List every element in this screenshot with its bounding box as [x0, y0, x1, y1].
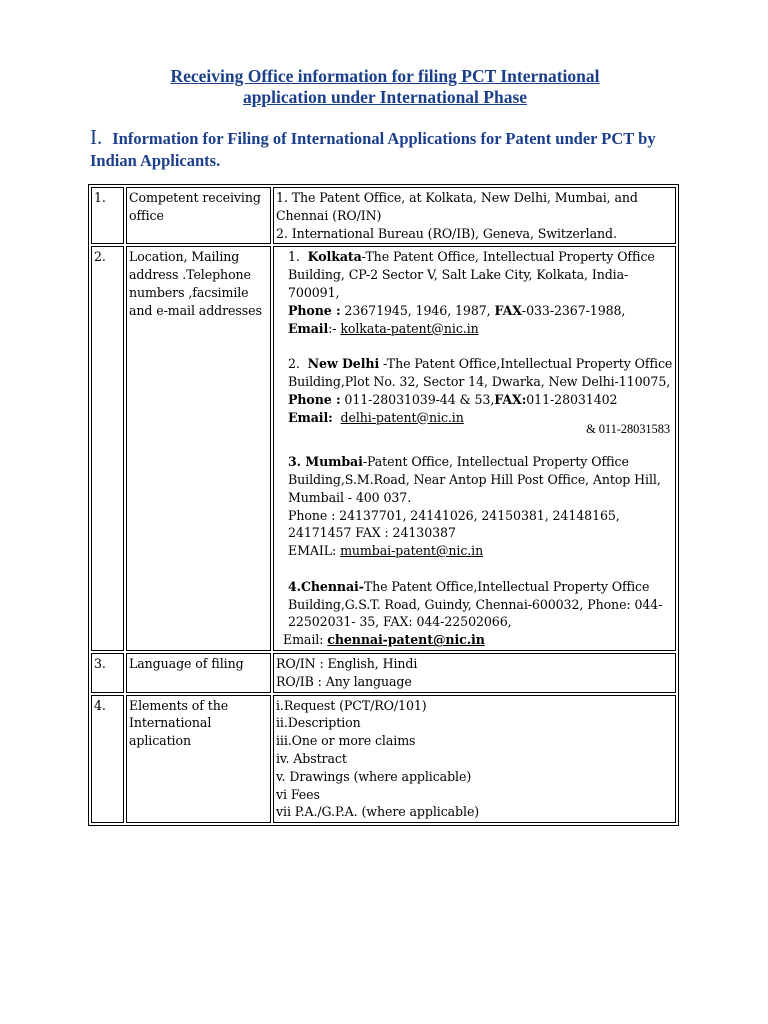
- office-kolkata: [276, 248, 674, 337]
- info-table: [88, 184, 679, 826]
- kolkata-prefix: 1.: [288, 249, 300, 265]
- row-number: 3.: [91, 653, 124, 693]
- mumbai-email-link[interactable]: mumbai-patent@nic.in: [340, 543, 484, 559]
- delhi-prefix: 2.: [288, 356, 300, 372]
- row-label: Location, Mailing address .Telephone numbers ,facsimile and e-mail addresses: [126, 246, 271, 651]
- section-title: Information for Filing of International Applications for Patent under PCT by Indian Applicants.: [90, 129, 656, 170]
- kolkata-email-link[interactable]: kolkata-patent@nic.in: [340, 320, 479, 336]
- document-title: [60, 66, 710, 108]
- row-label: Competent receiving office: [126, 187, 271, 244]
- chennai-address-block: [276, 578, 674, 631]
- row-value: [273, 246, 676, 651]
- kolkata-email-label: Email: [288, 320, 329, 336]
- list-item: iii.One or more claims: [276, 733, 416, 749]
- delhi-address: -The Patent Office,Intellectual Property Office Building,Plot No. 32, Sector 14, Dwarka, New Delhi-110075,: [288, 356, 673, 389]
- delhi-fax-secondary: & 011-28031583: [586, 422, 670, 437]
- list-item: v. Drawings (where applicable): [276, 768, 472, 784]
- kolkata-address: -The Patent Office, Intellectual Property Office Building, CP-2 Sector V, Salt Lake City, Kolkata, India-700091,: [288, 249, 655, 300]
- table-row: [91, 246, 676, 651]
- row-value: [273, 653, 676, 693]
- list-item: vii P.A./G.P.A. (where applicable): [276, 804, 480, 820]
- office-delhi: [276, 355, 674, 435]
- kolkata-fax: -033-2367-1988,: [521, 302, 626, 318]
- office-mumbai: [276, 453, 674, 560]
- delhi-email-link[interactable]: delhi-patent@nic.in: [340, 409, 464, 425]
- list-item: i.Request (PCT/RO/101): [276, 697, 427, 713]
- row-label: Elements of the International aplication: [126, 695, 271, 824]
- row-number: 2.: [91, 246, 124, 651]
- kolkata-city: Kolkata: [307, 249, 362, 265]
- receiving-office-1: 1. The Patent Office, at Kolkata, New Delhi, Mumbai, and Chennai (RO/IN): [276, 190, 638, 223]
- chennai-email-line: [276, 631, 674, 649]
- list-item: vi Fees: [276, 786, 320, 802]
- table-row: [91, 653, 676, 693]
- chennai-email-label: Email:: [283, 632, 328, 648]
- delhi-phone: 011-28031039-44 & 53,: [340, 391, 495, 407]
- table-row: [91, 695, 676, 824]
- title-line-1: Receiving Office information for filing PCT International: [170, 66, 600, 86]
- language-ro-in: RO/IN : English, Hindi: [276, 655, 418, 671]
- mumbai-city: 3. Mumbai: [288, 454, 363, 470]
- chennai-email-link[interactable]: chennai-patent@nic.in: [327, 632, 485, 648]
- kolkata-email-sep: :-: [328, 320, 341, 336]
- chennai-city: 4.Chennai-: [288, 578, 364, 594]
- kolkata-phone: 23671945, 1946, 1987,: [340, 302, 495, 318]
- kolkata-fax-label: FAX: [494, 302, 522, 318]
- row-value: [273, 187, 676, 244]
- list-item: iv. Abstract: [276, 750, 347, 766]
- table-row: [91, 187, 676, 244]
- mumbai-phone: Phone : 24137701, 24141026, 24150381, 24148165, 24171457 FAX : 24130387: [288, 507, 620, 541]
- list-item: ii.Description: [276, 715, 361, 731]
- mumbai-address: -Patent Office, Intellectual Property Office Building,S.M.Road, Near Antop Hill Post Office, Antop Hill, Mumbail - 400 037.: [288, 454, 661, 505]
- section-number: I.: [90, 125, 103, 149]
- delhi-phone-label: Phone :: [288, 391, 341, 407]
- row-label: Language of filing: [126, 653, 271, 693]
- receiving-office-2: 2. International Bureau (RO/IB), Geneva, Switzerland.: [276, 225, 617, 241]
- row-number: 1.: [91, 187, 124, 244]
- office-chennai: [276, 578, 674, 649]
- delhi-fax-label: FAX:: [494, 391, 527, 407]
- language-ro-ib: RO/IB : Any language: [276, 673, 412, 689]
- section-heading: [90, 126, 690, 172]
- title-line-2: application under International Phase: [242, 87, 528, 107]
- mumbai-email-label: EMAIL:: [288, 543, 341, 559]
- chennai-address: The Patent Office,Intellectual Property Office Building,G.S.T. Road, Guindy, Chennai-600032, Phone: 044-22502031- 35, FAX: 044-22502066,: [288, 578, 663, 630]
- row-value: [273, 695, 676, 824]
- delhi-email-label: Email:: [288, 409, 333, 425]
- delhi-fax: 011-28031402: [526, 391, 618, 407]
- kolkata-phone-label: Phone :: [288, 302, 341, 318]
- row-number: 4.: [91, 695, 124, 824]
- delhi-city: New Delhi: [307, 356, 380, 372]
